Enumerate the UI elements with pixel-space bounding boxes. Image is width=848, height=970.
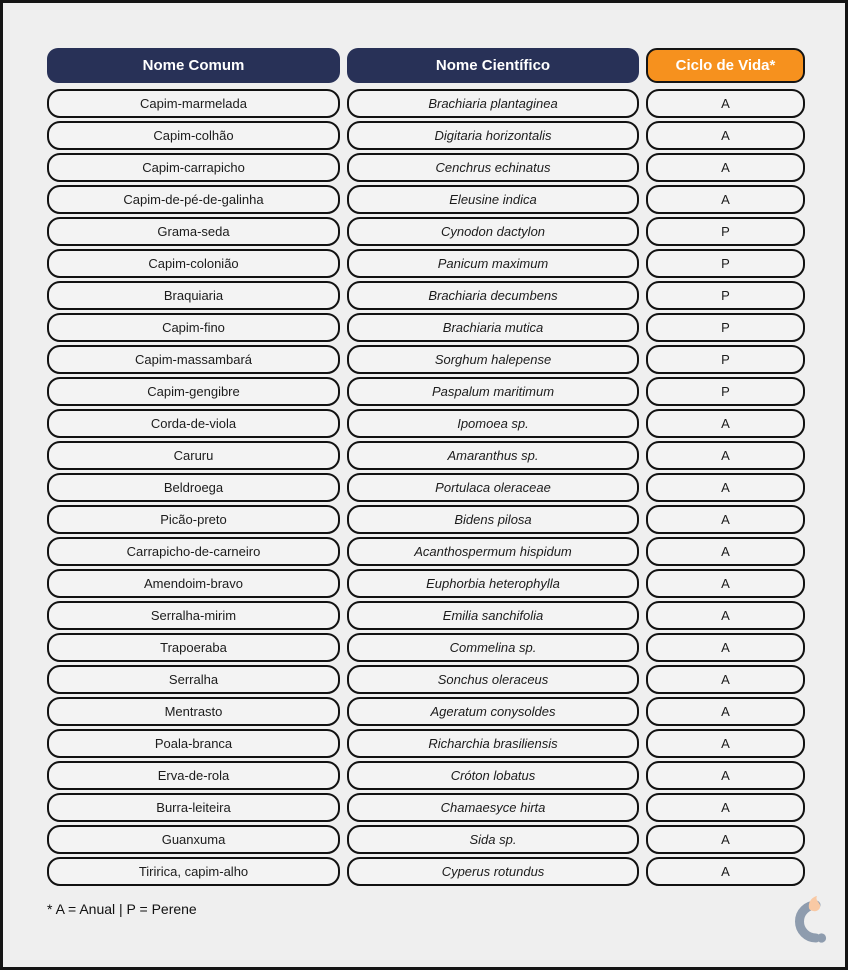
life-cycle-cell: P xyxy=(646,313,805,342)
table-row xyxy=(47,601,805,630)
table-row xyxy=(47,793,805,822)
common-name-cell: Capim-marmelada xyxy=(47,89,340,118)
table-row xyxy=(47,569,805,598)
common-name-cell: Carrapicho-de-carneiro xyxy=(47,537,340,566)
scientific-name-cell: Ageratum conysoldes xyxy=(347,697,639,726)
scientific-name-cell: Portulaca oleraceae xyxy=(347,473,639,502)
table-row xyxy=(47,761,805,790)
table-row xyxy=(47,665,805,694)
common-name-cell: Serralha xyxy=(47,665,340,694)
life-cycle-cell: A xyxy=(646,185,805,214)
common-name-cell: Poala-branca xyxy=(47,729,340,758)
table-row xyxy=(47,441,805,470)
common-name-cell: Trapoeraba xyxy=(47,633,340,662)
life-cycle-cell: A xyxy=(646,505,805,534)
life-cycle-cell: A xyxy=(646,761,805,790)
life-cycle-cell: A xyxy=(646,633,805,662)
header-scientific-name: Nome Científico xyxy=(347,48,639,83)
life-cycle-cell: A xyxy=(646,697,805,726)
table-row xyxy=(47,825,805,854)
common-name-cell: Beldroega xyxy=(47,473,340,502)
common-name-cell: Capim-de-pé-de-galinha xyxy=(47,185,340,214)
common-name-cell: Guanxuma xyxy=(47,825,340,854)
common-name-cell: Corda-de-viola xyxy=(47,409,340,438)
header-common-name: Nome Comum xyxy=(47,48,340,83)
life-cycle-cell: A xyxy=(646,441,805,470)
scientific-name-cell: Commelina sp. xyxy=(347,633,639,662)
table-row xyxy=(47,153,805,182)
table-row xyxy=(47,377,805,406)
scientific-name-cell: Brachiaria mutica xyxy=(347,313,639,342)
life-cycle-cell: A xyxy=(646,89,805,118)
life-cycle-cell: A xyxy=(646,121,805,150)
scientific-name-cell: Sonchus oleraceus xyxy=(347,665,639,694)
life-cycle-cell: A xyxy=(646,409,805,438)
scientific-name-cell: Ipomoea sp. xyxy=(347,409,639,438)
scientific-name-cell: Cróton lobatus xyxy=(347,761,639,790)
table-row xyxy=(47,697,805,726)
scientific-name-cell: Acanthospermum hispidum xyxy=(347,537,639,566)
table-row xyxy=(47,217,805,246)
scientific-name-cell: Paspalum maritimum xyxy=(347,377,639,406)
life-cycle-cell: P xyxy=(646,345,805,374)
header-life-cycle: Ciclo de Vida* xyxy=(646,48,805,83)
table-row xyxy=(47,537,805,566)
common-name-cell: Caruru xyxy=(47,441,340,470)
life-cycle-cell: A xyxy=(646,537,805,566)
table-row xyxy=(47,121,805,150)
life-cycle-cell: A xyxy=(646,569,805,598)
scientific-name-cell: Amaranthus sp. xyxy=(347,441,639,470)
weed-species-table xyxy=(47,48,805,889)
life-cycle-cell: A xyxy=(646,729,805,758)
scientific-name-cell: Cenchrus echinatus xyxy=(347,153,639,182)
life-cycle-cell: A xyxy=(646,665,805,694)
scientific-name-cell: Sida sp. xyxy=(347,825,639,854)
scientific-name-cell: Eleusine indica xyxy=(347,185,639,214)
table-header-row xyxy=(47,48,805,83)
c-dot-logo xyxy=(789,896,827,946)
common-name-cell: Mentrasto xyxy=(47,697,340,726)
life-cycle-cell: A xyxy=(646,601,805,630)
table-row xyxy=(47,729,805,758)
common-name-cell: Picão-preto xyxy=(47,505,340,534)
table-row xyxy=(47,633,805,662)
common-name-cell: Capim-colhão xyxy=(47,121,340,150)
common-name-cell: Amendoim-bravo xyxy=(47,569,340,598)
scientific-name-cell: Richarchia brasiliensis xyxy=(347,729,639,758)
table-row xyxy=(47,281,805,310)
scientific-name-cell: Emilia sanchifolia xyxy=(347,601,639,630)
life-cycle-cell: P xyxy=(646,377,805,406)
common-name-cell: Braquiaria xyxy=(47,281,340,310)
life-cycle-cell: P xyxy=(646,281,805,310)
table-row xyxy=(47,185,805,214)
scientific-name-cell: Chamaesyce hirta xyxy=(347,793,639,822)
common-name-cell: Erva-de-rola xyxy=(47,761,340,790)
scientific-name-cell: Sorghum halepense xyxy=(347,345,639,374)
common-name-cell: Grama-seda xyxy=(47,217,340,246)
table-row xyxy=(47,857,805,886)
common-name-cell: Capim-fino xyxy=(47,313,340,342)
scientific-name-cell: Digitaria horizontalis xyxy=(347,121,639,150)
scientific-name-cell: Brachiaria plantaginea xyxy=(347,89,639,118)
common-name-cell: Serralha-mirim xyxy=(47,601,340,630)
table-row xyxy=(47,473,805,502)
table-row xyxy=(47,313,805,342)
common-name-cell: Capim-colonião xyxy=(47,249,340,278)
scientific-name-cell: Brachiaria decumbens xyxy=(347,281,639,310)
life-cycle-cell: A xyxy=(646,857,805,886)
common-name-cell: Capim-massambará xyxy=(47,345,340,374)
table-body xyxy=(47,89,805,886)
scientific-name-cell: Cynodon dactylon xyxy=(347,217,639,246)
life-cycle-cell: P xyxy=(646,217,805,246)
life-cycle-cell: A xyxy=(646,793,805,822)
life-cycle-cell: A xyxy=(646,153,805,182)
common-name-cell: Capim-carrapicho xyxy=(47,153,340,182)
c-dot-logo-glyph xyxy=(789,896,827,946)
scientific-name-cell: Euphorbia heterophylla xyxy=(347,569,639,598)
scientific-name-cell: Panicum maximum xyxy=(347,249,639,278)
common-name-cell: Burra-leiteira xyxy=(47,793,340,822)
life-cycle-cell: P xyxy=(646,249,805,278)
life-cycle-cell: A xyxy=(646,825,805,854)
table-row xyxy=(47,345,805,374)
life-cycle-cell: A xyxy=(646,473,805,502)
legend-footnote: * A = Anual | P = Perene xyxy=(47,901,197,917)
scientific-name-cell: Bidens pilosa xyxy=(347,505,639,534)
scientific-name-cell: Cyperus rotundus xyxy=(347,857,639,886)
table-row xyxy=(47,89,805,118)
common-name-cell: Tiririca, capim-alho xyxy=(47,857,340,886)
table-row xyxy=(47,249,805,278)
table-row xyxy=(47,409,805,438)
common-name-cell: Capim-gengibre xyxy=(47,377,340,406)
table-row xyxy=(47,505,805,534)
